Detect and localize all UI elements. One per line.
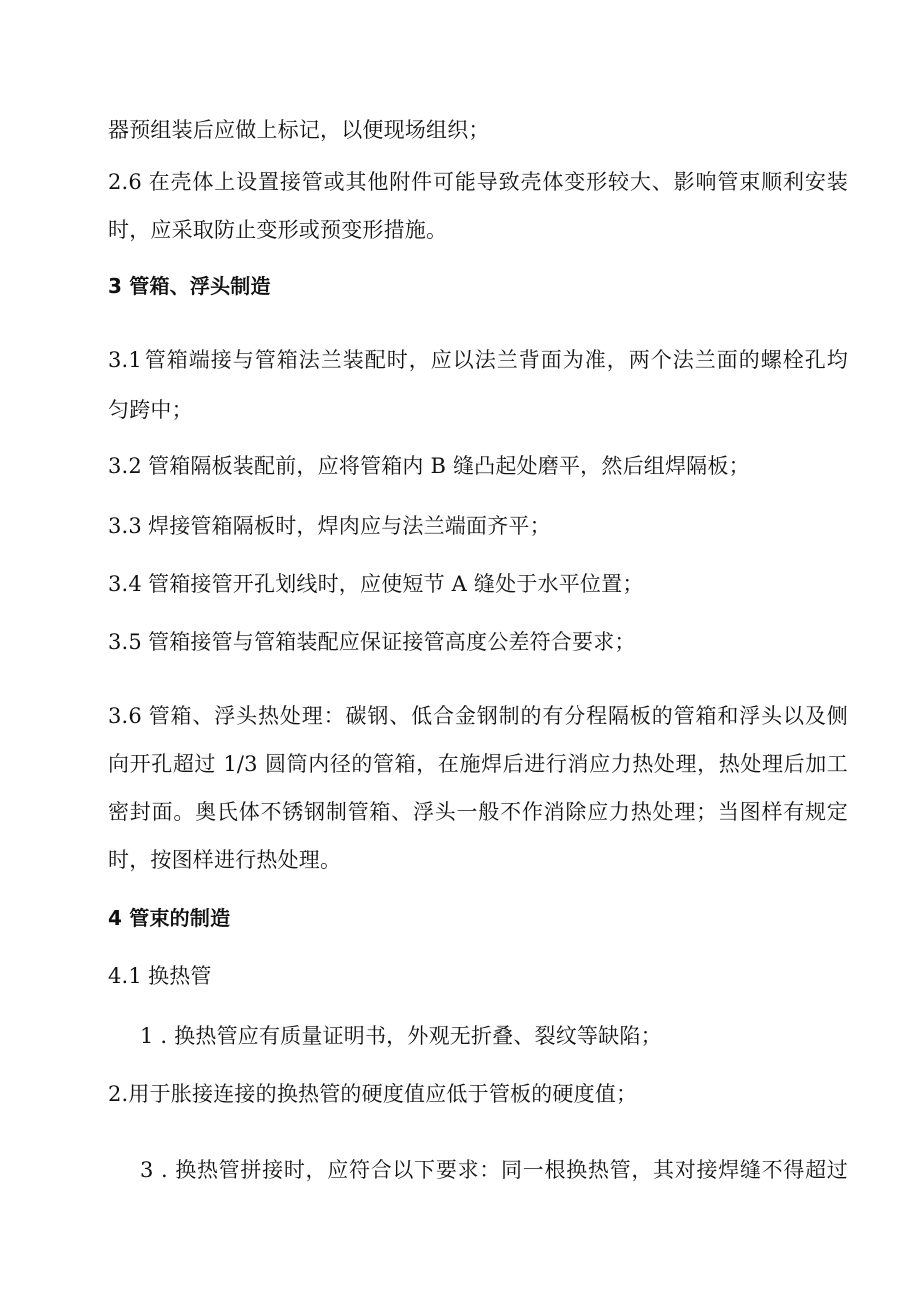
text-line: 管箱隔板装配前，应将管箱内 B 缝凸起处磨平，然后组焊隔板； <box>148 454 750 478</box>
clause-3-3 <box>108 512 848 540</box>
text-line: 在壳体上设置接管或其他附件可能导致壳体变形较大、影响管束顺利安装 <box>148 170 848 194</box>
text-line: 换热管 <box>148 964 212 988</box>
clause-4-1 <box>108 962 848 990</box>
heading-text: 3 管箱、浮头制造 <box>108 274 271 298</box>
clause-3-4 <box>108 570 848 598</box>
clause-3-6-line-1 <box>108 702 848 730</box>
text-line: 时，按图样进行热处理。 <box>108 848 342 872</box>
heading-text: 4 管束的制造 <box>108 906 231 930</box>
clause-3-2 <box>108 452 848 480</box>
text-line: 密封面。奥氏体不锈钢制管箱、浮头一般不作消除应力热处理；当图样有规定 <box>108 800 848 824</box>
paragraph-line <box>108 116 848 144</box>
clause-number: 3.4 <box>108 572 142 596</box>
clause-3-6-line-3 <box>108 798 848 826</box>
text-line: 匀跨中； <box>108 398 193 422</box>
text-line: 向开孔超过 1/3 圆筒内径的管箱，在施焊后进行消应力热处理，热处理后加工 <box>108 752 848 776</box>
text-line: 2.用于胀接连接的换热管的硬度值应低于管板的硬度值； <box>108 1082 638 1106</box>
clause-2-6-line-2 <box>108 216 848 244</box>
text-line: 管箱接管与管箱装配应保证接管高度公差符合要求； <box>148 630 636 654</box>
section-heading-4 <box>108 904 848 932</box>
clause-number: 3.6 <box>108 704 142 728</box>
clause-2-6-line-1 <box>108 168 848 196</box>
text-line: 管箱端接与管箱法兰装配时，应以法兰背面为准，两个法兰面的螺栓孔均 <box>144 348 848 372</box>
clause-3-6-line-2 <box>108 750 848 778</box>
clause-number: 3.2 <box>108 454 142 478</box>
clause-3-6-line-4 <box>108 846 848 874</box>
clause-number: 3.1 <box>108 348 142 372</box>
clause-number: 2.6 <box>108 170 142 194</box>
clause-number: 3.3 <box>108 514 142 538</box>
text-line: 器预组装后应做上标记，以便现场组织； <box>108 118 490 142</box>
text-line: 时，应采取防止变形或预变形措施。 <box>108 218 448 242</box>
clause-3-1-line-2 <box>108 396 848 424</box>
section-heading-3 <box>108 272 848 300</box>
list-item-3 <box>140 1156 848 1184</box>
list-item-1 <box>140 1022 848 1050</box>
clause-number: 4.1 <box>108 964 142 988</box>
list-item-2 <box>108 1080 848 1108</box>
text-line: 管箱接管开孔划线时，应使短节 A 缝处于水平位置； <box>148 572 644 596</box>
clause-3-1-line-1 <box>108 346 848 374</box>
text-line: 焊接管箱隔板时，焊肉应与法兰端面齐平； <box>148 514 551 538</box>
text-line: 3 . 换热管拼接时，应符合以下要求：同一根换热管，其对接焊缝不得超过 <box>140 1158 848 1182</box>
text-line: 1 . 换热管应有质量证明书，外观无折叠、裂纹等缺陷； <box>140 1024 662 1048</box>
clause-number: 3.5 <box>108 630 142 654</box>
clause-3-5 <box>108 628 848 656</box>
text-line: 管箱、浮头热处理：碳钢、低合金钢制的有分程隔板的管箱和浮头以及侧 <box>148 704 848 728</box>
